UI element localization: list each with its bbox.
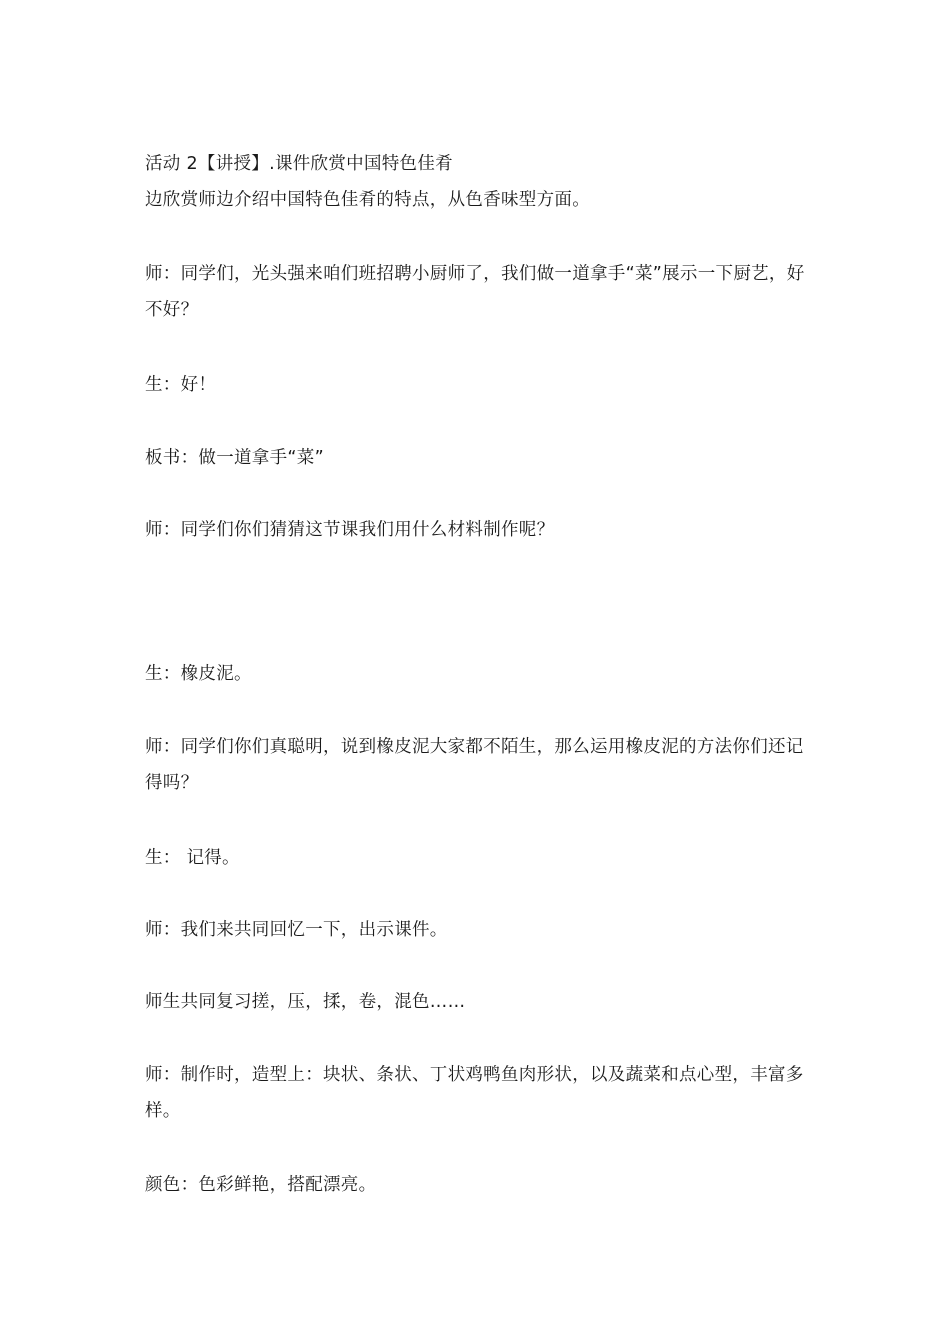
paragraph-color: 颜色：色彩鲜艳，搭配漂亮。: [145, 1175, 377, 1195]
paragraph-blackboard: 板书：做一道拿手“菜”: [145, 448, 324, 468]
paragraph-student-2: 生：橡皮泥。: [145, 664, 252, 684]
paragraph-intro: 边欣赏师边介绍中国特色佳肴的特点，从色香味型方面。: [145, 190, 590, 210]
paragraph-review: 师生共同复习搓，压，揉，卷，混色……: [145, 992, 466, 1012]
paragraph-teacher-3: 师：同学们你们真聪明，说到橡皮泥大家都不陌生，那么运用橡皮泥的方法你们还记得吗？: [145, 737, 804, 793]
paragraph-teacher-4: 师：我们来共同回忆一下，出示课件。: [145, 920, 448, 940]
paragraph-teacher-2: 师：同学们你们猜猜这节课我们用什么材料制作呢？: [145, 520, 555, 540]
paragraph-teacher-1: 师：同学们，光头强来咱们班招聘小厨师了，我们做一道拿手“菜”展示一下厨艺，好不好？: [145, 264, 805, 320]
paragraph-student-3: 生： 记得。: [145, 848, 240, 868]
activity-heading: 活动 2【讲授】.课件欣赏中国特色佳肴: [145, 154, 453, 174]
paragraph-teacher-5: 师：制作时，造型上：块状、条状、丁状鸡鸭鱼肉形状，以及蔬菜和点心型，丰富多样。: [145, 1065, 804, 1121]
paragraph-student-1: 生：好！: [145, 375, 217, 395]
